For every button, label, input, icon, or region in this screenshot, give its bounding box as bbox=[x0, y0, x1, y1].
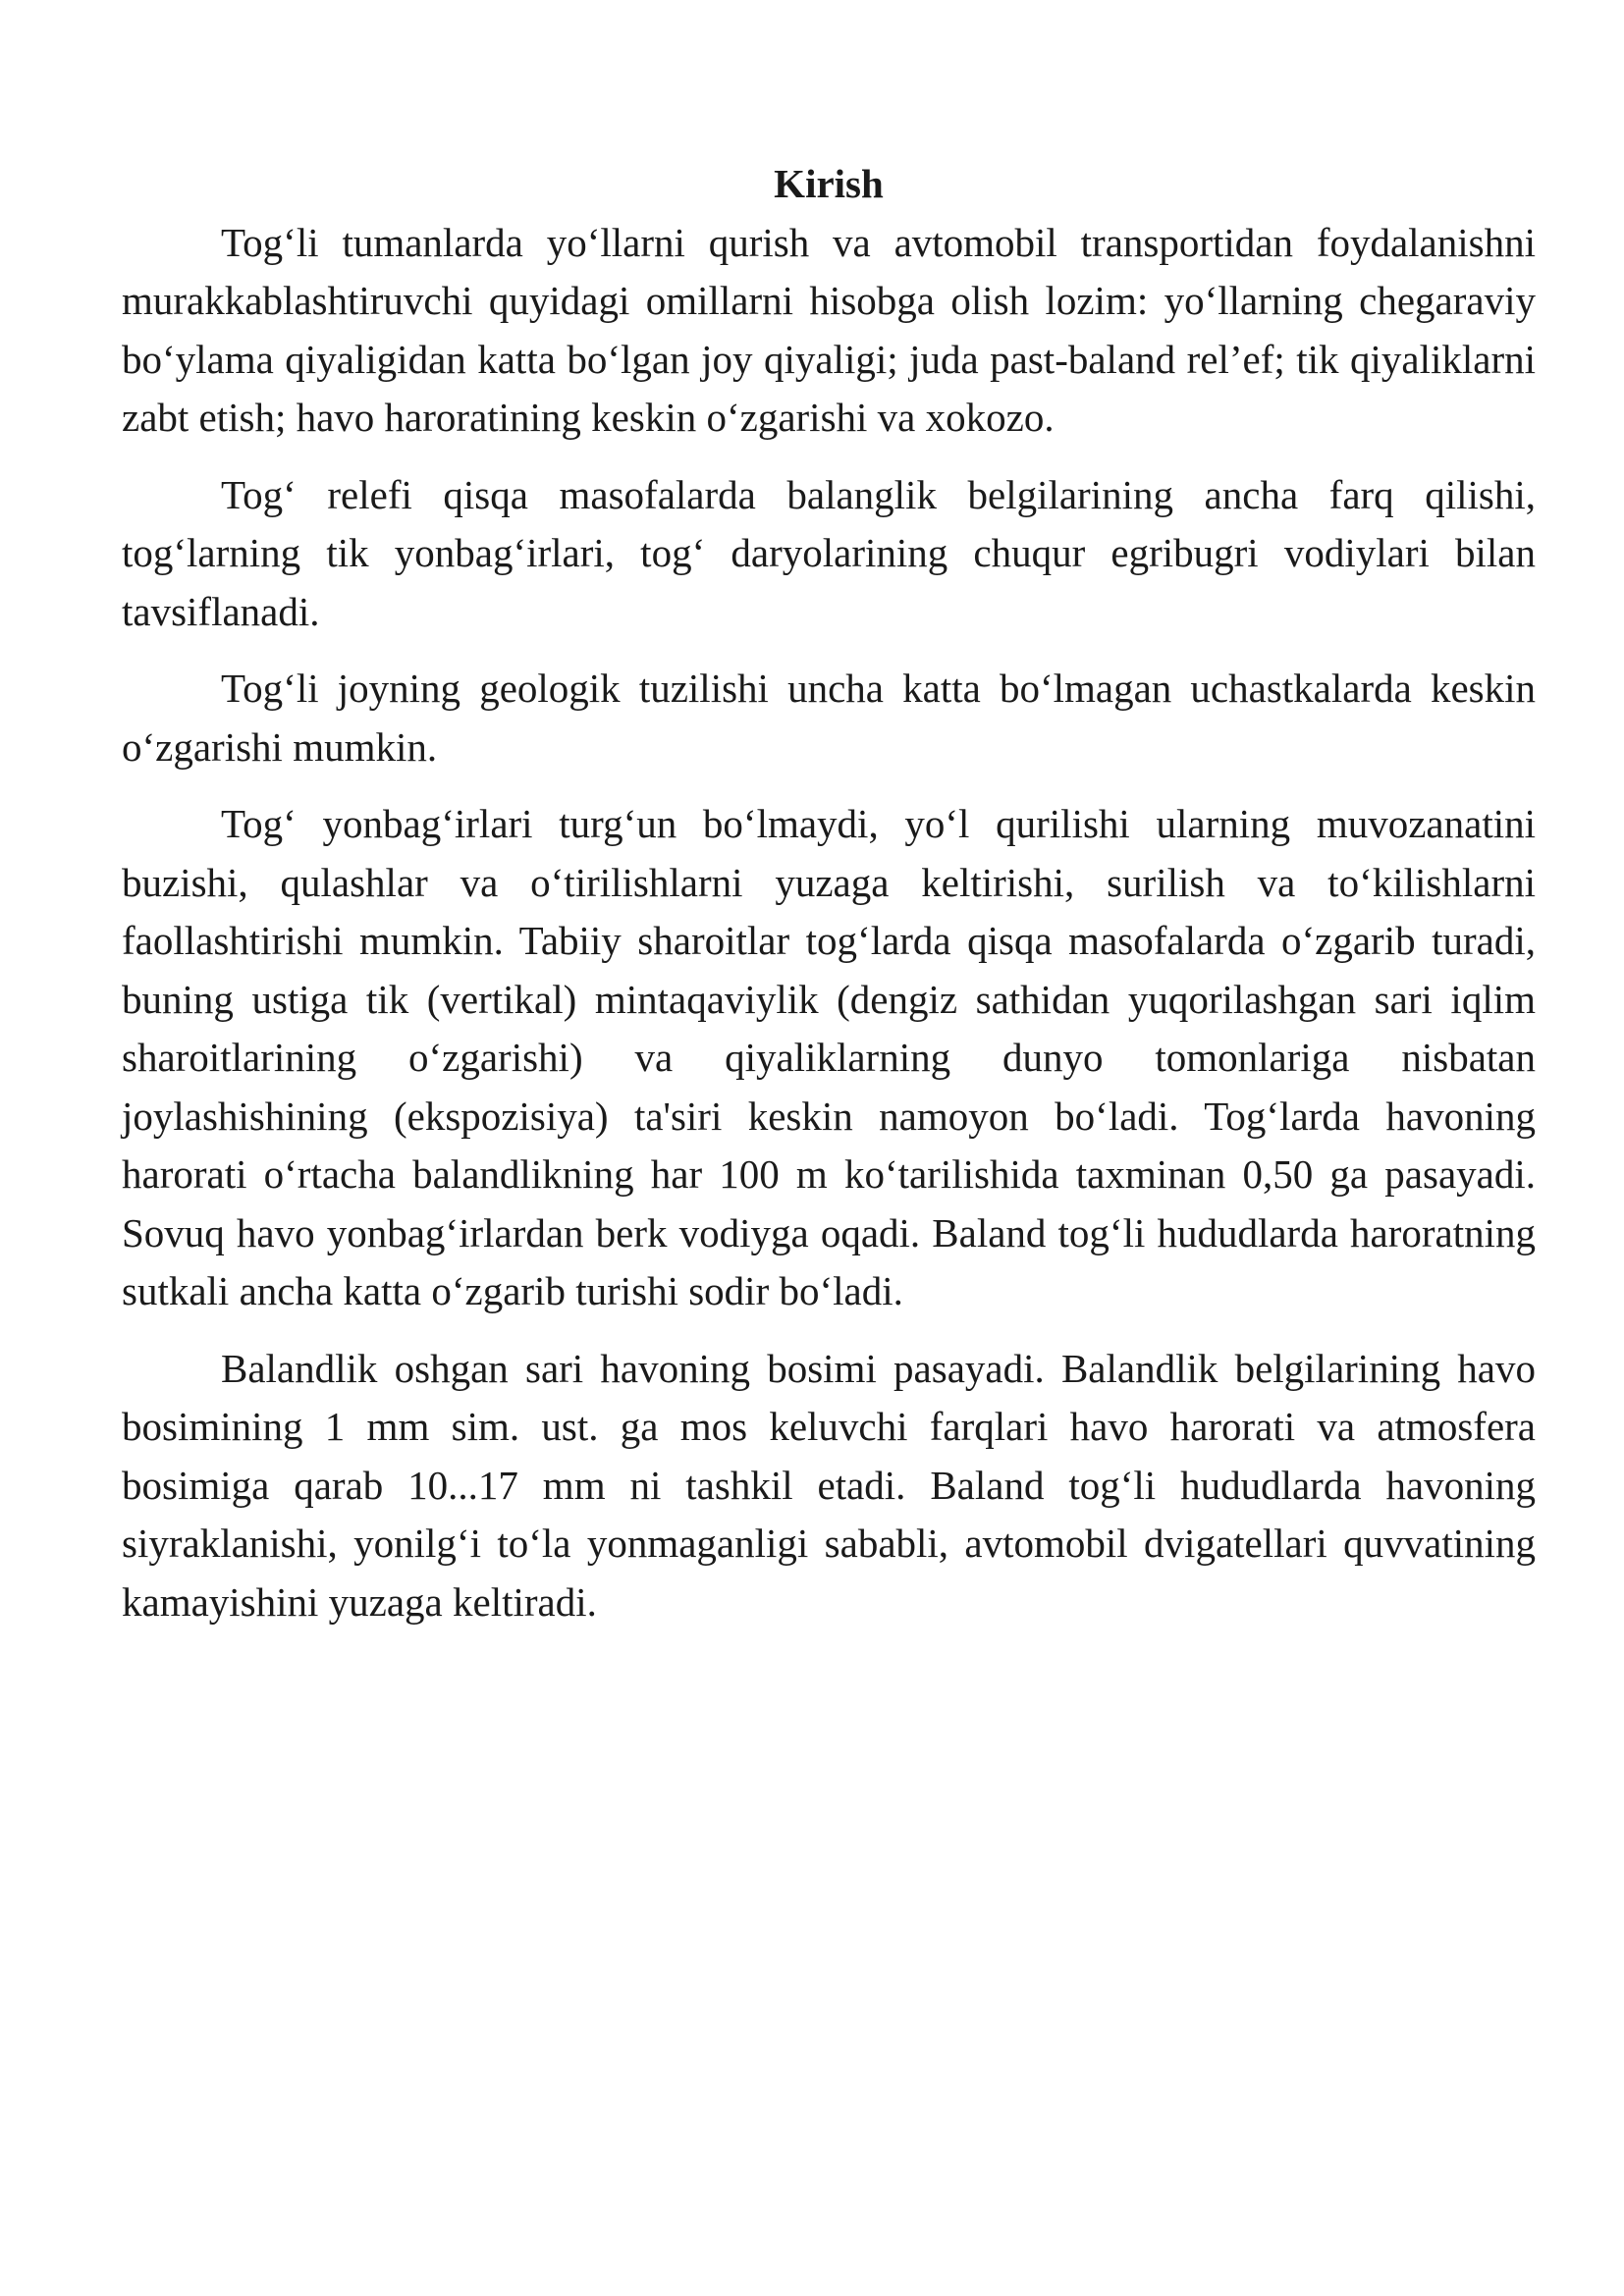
paragraph-2: Tog‘ relefi qisqa masofalarda balanglik belgilarining ancha farq qilishi, tog‘larning tik yonbag‘irlari, tog‘ daryolarining chuqur egribugri vodiylari bilan tavsiflanadi. bbox=[122, 471, 1536, 634]
document-body bbox=[122, 155, 1536, 1631]
paragraph-5: Balandlik oshgan sari havoning bosimi pasayadi. Balandlik belgilarining havo bosimining 1 mm sim. ust. ga mos keluvchi farqlari havo harorati va atmosfera bosimiga qarab 10...17 mm ni tashkil etadi. Baland tog‘li hududlarda havoning siyraklanishi, yonilg‘i to‘la yonmaganligi sababli, avtomobil dvigatellari quvvatining kamayishini yuzaga keltiradi. bbox=[122, 1345, 1536, 1625]
page-title: Kirish bbox=[774, 161, 884, 206]
paragraph-3: Tog‘li joyning geologik tuzilishi uncha katta bo‘lmagan uchastkalarda keskin o‘zgarishi mumkin. bbox=[122, 666, 1536, 770]
paragraph-1: Tog‘li tumanlarda yo‘llarni qurish va avtomobil transportidan foydalanishni murakkablashtiruvchi quyidagi omillarni hisobga olish lozim: yo‘llarning chegaraviy bo‘ylama qiyaligidan katta bo‘lgan joy qiyaligi; juda past-baland rel’ef; tik qiyaliklarni zabt etish; havo haroratining keskin o‘zgarishi va xokozo. bbox=[122, 219, 1536, 440]
paragraph-4: Tog‘ yonbag‘irlari turg‘un bo‘lmaydi, yo‘l qurilishi ularning muvozanatini buzishi, qulashlar va o‘tirilishlarni yuzaga keltirishi, surilish va to‘kilishlarni faollashtirishi mumkin. Tabiiy sharoitlar tog‘larda qisqa masofalarda o‘zgarib turadi, buning ustiga tik (vertikal) mintaqaviylik (dengiz sathidan yuqorilashgan sari iqlim sharoitlarining o‘zgarishi) va qiyaliklarning dunyo tomonlariga nisbatan joylashishining (ekspozisiya) ta'siri keskin namoyon bo‘ladi. Tog‘larda havoning harorati o‘rtacha balandlikning har 100 m ko‘tarilishida taxminan 0,50 ga pasayadi. Sovuq havo yonbag‘irlardan berk vodiyga oqadi. Baland tog‘li hududlarda haroratning sutkali ancha katta o‘zgarib turishi sodir bo‘ladi. bbox=[122, 801, 1536, 1313]
